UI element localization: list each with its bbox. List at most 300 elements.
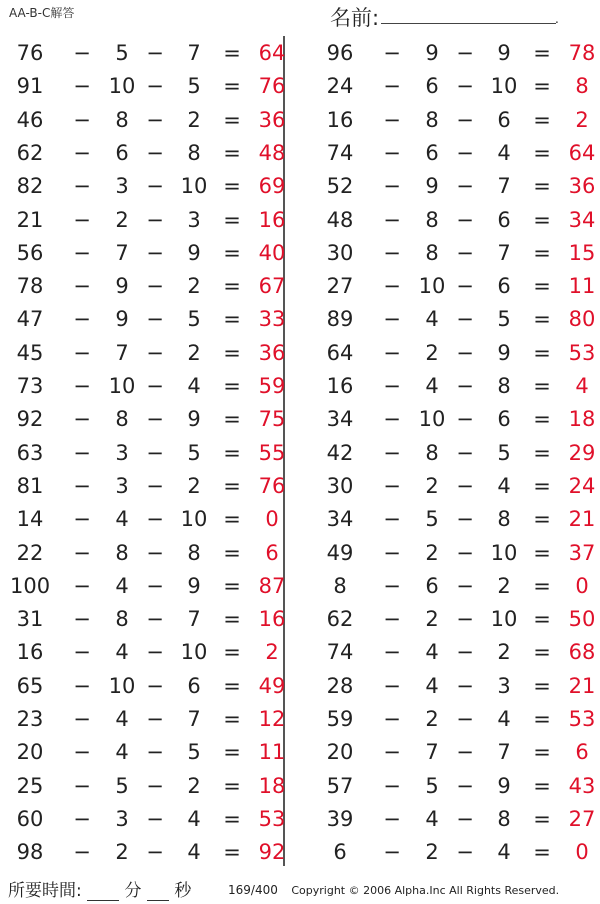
operand-c: 10 [490,607,518,632]
minus-sign: − [146,407,164,432]
operand-b: 8 [115,107,129,132]
minus-sign: − [73,607,91,632]
equals-sign: = [533,140,551,165]
operand-a: 64 [326,340,354,365]
operand-b: 10 [108,673,136,698]
equals-sign: = [223,673,241,698]
minus-sign: − [383,507,401,532]
minus-sign: − [73,274,91,299]
minus-sign: − [73,773,91,798]
time-label: 所要時間: [8,881,82,901]
equals-sign: = [533,840,551,865]
operand-b: 8 [425,207,439,232]
operand-a: 57 [326,773,354,798]
minus-sign: − [146,640,164,665]
operand-c: 2 [187,340,201,365]
operand-c: 4 [497,840,511,865]
minus-sign: − [73,440,91,465]
answer: 36 [568,174,596,199]
operand-b: 9 [425,41,439,65]
equals-sign: = [533,374,551,398]
answer: 64 [568,140,596,165]
operand-b: 10 [418,274,446,299]
operand-a: 46 [16,107,44,132]
equals-sign: = [223,140,241,165]
operand-b: 2 [115,840,129,865]
answer: 69 [258,174,286,199]
operand-b: 7 [425,740,439,765]
minus-sign: − [146,806,164,831]
answer: 24 [568,473,596,498]
minus-sign: − [73,673,91,698]
operand-a: 30 [326,240,354,265]
operand-b: 4 [115,573,129,598]
answer: 53 [258,806,286,831]
minus-sign: − [146,540,164,565]
operand-a: 62 [326,607,354,632]
minus-sign: − [146,773,164,798]
answer: 4 [575,374,589,398]
minus-sign: − [383,707,401,731]
operand-b: 3 [115,174,129,199]
minus-sign: − [456,540,474,565]
minus-sign: − [383,806,401,831]
answer: 11 [568,274,596,299]
answer: 75 [258,407,286,432]
operand-c: 9 [497,773,511,798]
minus-sign: − [456,274,474,299]
minus-sign: − [146,307,164,332]
operand-b: 5 [115,41,129,65]
minus-sign: − [146,74,164,99]
minus-sign: − [146,473,164,498]
operand-b: 8 [425,440,439,465]
answer: 36 [258,340,286,365]
equals-sign: = [223,174,241,199]
minus-sign: − [73,473,91,498]
operand-b: 7 [115,340,129,365]
minus-sign: − [383,640,401,665]
operand-a: 24 [326,74,354,99]
minus-sign: − [456,607,474,632]
operand-c: 9 [497,340,511,365]
operand-c: 7 [497,174,511,199]
operand-c: 7 [497,740,511,765]
answer: 6 [575,740,589,765]
minus-sign: − [146,673,164,698]
equals-sign: = [533,174,551,199]
operand-c: 10 [180,507,208,532]
answer: 0 [575,573,589,598]
equals-sign: = [223,107,241,132]
answer: 2 [575,107,589,132]
operand-c: 3 [187,207,201,232]
operand-c: 7 [497,240,511,265]
minus-sign: − [383,74,401,99]
operand-b: 2 [425,840,439,865]
minus-sign: − [383,840,401,865]
answer: 78 [568,41,596,65]
minus-sign: − [146,374,164,398]
operand-c: 5 [187,74,201,99]
operand-a: 39 [326,806,354,831]
answer: 68 [568,640,596,665]
equals-sign: = [533,407,551,432]
operand-a: 20 [326,740,354,765]
answer: 50 [568,607,596,632]
operand-a: 59 [326,707,354,731]
minus-sign: − [456,374,474,398]
operand-a: 34 [326,407,354,432]
operand-b: 7 [115,240,129,265]
operand-b: 6 [115,140,129,165]
operand-a: 31 [16,607,44,632]
operand-c: 8 [187,140,201,165]
minus-sign: − [456,74,474,99]
operand-b: 10 [108,74,136,99]
page-number: 169/400 [228,883,278,897]
operand-b: 4 [425,374,439,398]
minus-sign: − [73,707,91,731]
operand-a: 100 [10,573,51,598]
operand-b: 4 [115,507,129,532]
operand-a: 78 [16,274,44,299]
answer: 67 [258,274,286,299]
minus-sign: − [383,307,401,332]
equals-sign: = [223,407,241,432]
operand-a: 52 [326,174,354,199]
operand-b: 4 [115,740,129,765]
operand-a: 74 [326,140,354,165]
operand-c: 2 [187,473,201,498]
minus-sign: − [73,573,91,598]
minus-sign: − [73,340,91,365]
operand-c: 6 [497,274,511,299]
minutes-label: 分 [124,881,142,901]
answer: 34 [568,207,596,232]
operand-b: 4 [425,640,439,665]
minus-sign: − [73,240,91,265]
minus-sign: − [456,174,474,199]
operand-c: 9 [187,407,201,432]
operand-a: 76 [16,41,44,65]
equals-sign: = [223,740,241,765]
operand-a: 8 [333,573,347,598]
minus-sign: − [383,374,401,398]
equals-sign: = [533,740,551,765]
operand-a: 34 [326,507,354,532]
answer: 48 [258,140,286,165]
answer: 76 [258,473,286,498]
operand-a: 16 [16,640,44,665]
minus-sign: − [146,240,164,265]
minus-sign: − [73,74,91,99]
operand-a: 65 [16,673,44,698]
name-label: 名前: [330,6,380,30]
operand-a: 14 [16,507,44,532]
answer: 21 [568,673,596,698]
equals-sign: = [223,340,241,365]
answer: 15 [568,240,596,265]
equals-sign: = [533,473,551,498]
operand-a: 56 [16,240,44,265]
operand-a: 98 [16,840,44,865]
operand-c: 10 [490,540,518,565]
answer: 80 [568,307,596,332]
minus-sign: − [146,207,164,232]
minus-sign: − [383,673,401,698]
operand-b: 4 [115,707,129,731]
minus-sign: − [383,240,401,265]
minus-sign: − [146,573,164,598]
operand-b: 9 [115,307,129,332]
operand-a: 73 [16,374,44,398]
minus-sign: − [456,340,474,365]
minus-sign: − [146,340,164,365]
minus-sign: − [73,407,91,432]
equals-sign: = [533,340,551,365]
minus-sign: − [146,174,164,199]
equals-sign: = [533,107,551,132]
minus-sign: − [456,673,474,698]
operand-c: 8 [497,806,511,831]
operand-b: 5 [115,773,129,798]
equals-sign: = [223,374,241,398]
operand-c: 6 [497,107,511,132]
minus-sign: − [383,340,401,365]
operand-c: 5 [497,307,511,332]
minus-sign: − [73,307,91,332]
operand-c: 5 [187,740,201,765]
operand-b: 2 [425,540,439,565]
operand-b: 3 [115,473,129,498]
operand-a: 47 [16,307,44,332]
answer: 33 [258,307,286,332]
minus-sign: − [383,140,401,165]
operand-b: 9 [425,174,439,199]
equals-sign: = [533,207,551,232]
operand-a: 16 [326,374,354,398]
operand-b: 5 [425,773,439,798]
minus-sign: − [146,607,164,632]
minus-sign: − [73,140,91,165]
minus-sign: − [383,773,401,798]
minus-sign: − [73,540,91,565]
answer: 53 [568,707,596,731]
operand-a: 48 [326,207,354,232]
operand-a: 62 [16,140,44,165]
minus-sign: − [456,41,474,65]
operand-b: 8 [115,540,129,565]
operand-b: 8 [425,107,439,132]
operand-c: 4 [187,374,201,398]
operand-b: 6 [425,573,439,598]
equals-sign: = [533,507,551,532]
operand-a: 81 [16,473,44,498]
operand-c: 10 [490,74,518,99]
operand-a: 96 [326,41,354,65]
operand-a: 60 [16,806,44,831]
equals-sign: = [533,640,551,665]
seconds-label: 秒 [174,881,192,901]
equals-sign: = [533,440,551,465]
equals-sign: = [533,673,551,698]
answer: 27 [568,806,596,831]
operand-a: 6 [333,840,347,865]
minus-sign: − [456,207,474,232]
operand-b: 4 [115,640,129,665]
operand-a: 74 [326,640,354,665]
operand-b: 2 [425,607,439,632]
name-blank-line [381,23,556,24]
equals-sign: = [223,806,241,831]
answer: 16 [258,207,286,232]
operand-c: 4 [497,707,511,731]
minus-sign: − [146,507,164,532]
equals-sign: = [223,773,241,798]
operand-c: 4 [187,806,201,831]
equals-sign: = [533,41,551,65]
operand-c: 9 [497,41,511,65]
equals-sign: = [533,540,551,565]
minus-sign: − [456,773,474,798]
operand-a: 42 [326,440,354,465]
equals-sign: = [533,573,551,598]
minus-sign: − [146,107,164,132]
equals-sign: = [223,440,241,465]
operand-c: 5 [187,307,201,332]
operand-c: 8 [187,540,201,565]
operand-c: 7 [187,707,201,731]
operand-b: 2 [425,340,439,365]
minus-sign: − [383,740,401,765]
equals-sign: = [533,240,551,265]
equals-sign: = [533,307,551,332]
operand-c: 7 [187,41,201,65]
operand-b: 2 [115,207,129,232]
minus-sign: − [73,507,91,532]
operand-a: 49 [326,540,354,565]
minus-sign: − [146,41,164,65]
minus-sign: − [456,707,474,731]
equals-sign: = [533,806,551,831]
operand-b: 9 [115,274,129,299]
operand-c: 9 [187,573,201,598]
operand-b: 8 [115,607,129,632]
minus-sign: − [456,840,474,865]
sheet-title: AA-B-C解答 [9,6,75,20]
operand-a: 30 [326,473,354,498]
operand-a: 92 [16,407,44,432]
operand-b: 8 [425,240,439,265]
answer: 36 [258,107,286,132]
answer: 53 [568,340,596,365]
minus-sign: − [383,41,401,65]
operand-a: 45 [16,340,44,365]
operand-c: 4 [187,840,201,865]
answer: 49 [258,673,286,698]
equals-sign: = [223,640,241,665]
minus-sign: − [73,174,91,199]
answer: 43 [568,773,596,798]
equals-sign: = [223,274,241,299]
answer: 64 [258,41,286,65]
operand-c: 2 [497,640,511,665]
operand-c: 4 [497,140,511,165]
minus-sign: − [456,740,474,765]
minus-sign: − [73,806,91,831]
equals-sign: = [223,74,241,99]
answer: 37 [568,540,596,565]
operand-a: 22 [16,540,44,565]
operand-c: 8 [497,374,511,398]
equals-sign: = [223,540,241,565]
minus-sign: − [383,174,401,199]
answer: 6 [265,540,279,565]
equals-sign: = [223,507,241,532]
operand-b: 3 [115,440,129,465]
answer: 29 [568,440,596,465]
operand-a: 25 [16,773,44,798]
operand-c: 10 [180,174,208,199]
operand-b: 5 [425,507,439,532]
equals-sign: = [533,773,551,798]
answer: 55 [258,440,286,465]
minus-sign: − [146,274,164,299]
minus-sign: − [456,806,474,831]
answer: 16 [258,607,286,632]
minus-sign: − [73,207,91,232]
minus-sign: − [456,573,474,598]
operand-b: 4 [425,806,439,831]
equals-sign: = [223,707,241,731]
copyright: Copyright © 2006 Alpha.Inc All Rights Reserved. [291,884,560,897]
operand-b: 6 [425,140,439,165]
operand-c: 3 [497,673,511,698]
equals-sign: = [223,840,241,865]
minus-sign: − [456,473,474,498]
equals-sign: = [533,707,551,731]
operand-a: 27 [326,274,354,299]
operand-c: 10 [180,640,208,665]
minus-sign: − [73,374,91,398]
minus-sign: − [456,440,474,465]
equals-sign: = [223,607,241,632]
operand-a: 16 [326,107,354,132]
operand-a: 91 [16,74,44,99]
answer: 12 [258,707,286,731]
minus-sign: − [73,41,91,65]
minus-sign: − [383,274,401,299]
operand-b: 3 [115,806,129,831]
operand-b: 4 [425,673,439,698]
operand-c: 6 [187,673,201,698]
minus-sign: − [456,140,474,165]
minus-sign: − [73,840,91,865]
footer-info [228,883,559,897]
answer: 2 [265,640,279,665]
minus-sign: − [383,573,401,598]
answer: 8 [575,74,589,99]
answer: 40 [258,240,286,265]
operand-b: 8 [115,407,129,432]
minus-sign: − [73,740,91,765]
answer: 0 [265,507,279,532]
answer: 18 [568,407,596,432]
operand-c: 5 [187,440,201,465]
minus-sign: − [383,607,401,632]
operand-c: 2 [187,773,201,798]
